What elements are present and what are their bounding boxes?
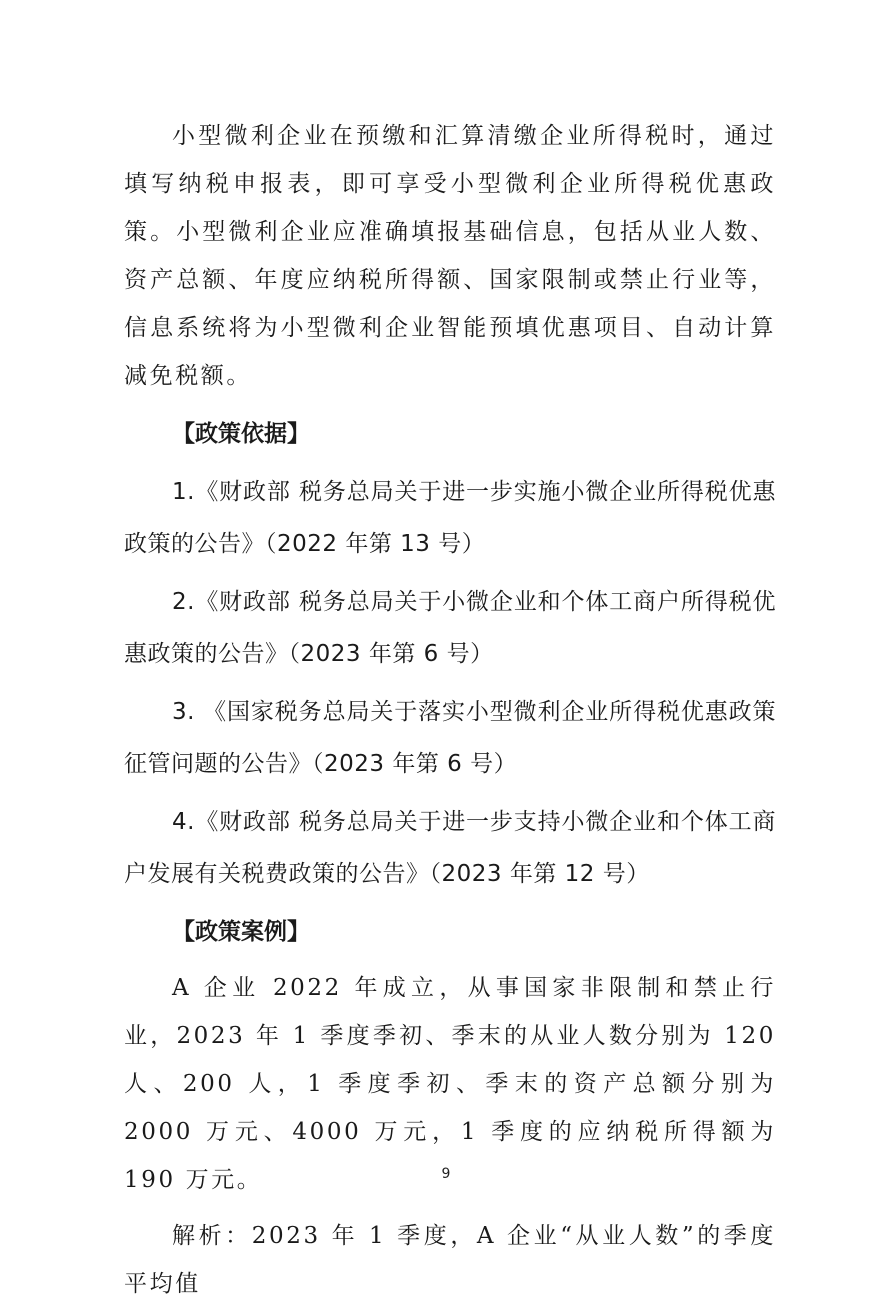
page-body <box>124 112 776 1308</box>
policy-item-1: 1.《财政部 税务总局关于进一步实施小微企业所得税优惠政策的公告》（2022 年第 13 号） <box>124 479 776 557</box>
case-paragraph: A 企业 2022 年成立，从事国家非限制和禁止行业，2023 年 1 季度季初、季末的从业人数分别为 120 人、200 人，1 季度季初、季末的资产总额分别为 2000 万元、4000 万元，1 季度的应纳税所得额为 190 万元。 <box>124 975 776 1193</box>
intro-paragraph: 小型微利企业在预缴和汇算清缴企业所得税时，通过填写纳税申报表，即可享受小型微利企业所得税优惠政策。小型微利企业应准确填报基础信息，包括从业人数、资产总额、年度应纳税所得额、国家限制或禁止行业等，信息系统将为小型微利企业智能预填优惠项目、自动计算减免税额。 <box>124 123 776 389</box>
policy-case-heading: 【政策案例】 <box>172 919 310 945</box>
policy-item-4: 4.《财政部 税务总局关于进一步支持小微企业和个体工商户发展有关税费政策的公告》（2023 年第 12 号） <box>124 809 776 887</box>
policy-item-3: 3. 《国家税务总局关于落实小型微利企业所得税优惠政策征管问题的公告》（2023 年第 6 号） <box>124 699 776 777</box>
analysis-paragraph: 解析：2023 年 1 季度，A 企业“从业人数”的季度平均值 <box>124 1223 776 1297</box>
page-number: 9 <box>441 1166 451 1182</box>
policy-basis-heading: 【政策依据】 <box>172 421 310 447</box>
policy-item-2: 2.《财政部 税务总局关于小微企业和个体工商户所得税优惠政策的公告》（2023 年第 6 号） <box>124 589 776 667</box>
